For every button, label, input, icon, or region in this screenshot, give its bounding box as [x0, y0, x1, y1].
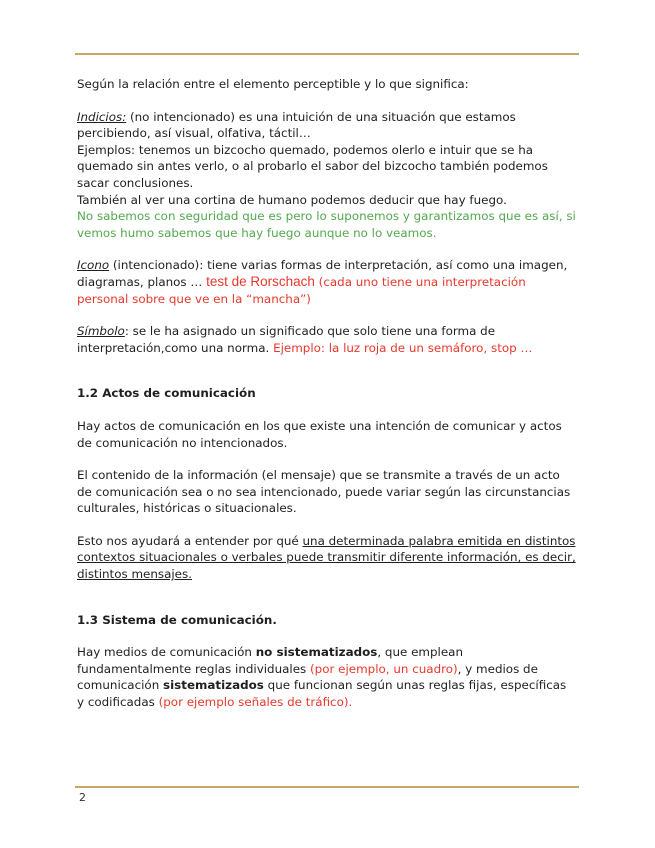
intro-paragraph: Según la relación entre el elemento perceptible y lo que significa: [77, 77, 469, 91]
indicios-paragraph [77, 109, 577, 142]
icono-note: (cada uno tiene una interpretación personal sobre que ve en la “mancha”) [77, 274, 526, 306]
section-1-3-red-1: (por ejemplo, un cuadro) [310, 661, 458, 676]
icono-text: (intencionado): tiene varias formas de interpretación, así como una imagen, diagramas, planos … [77, 258, 568, 289]
section-1-2-p3-start: Esto nos ayudará a entender por qué [77, 533, 303, 548]
section-1-3-bold-2: sistematizados [163, 678, 264, 693]
indicios-text: (no intencionado) es una intuición de una situación que estamos percibiendo, así visual, olfativa, táctil… [77, 109, 516, 141]
simbolo-term: Símbolo [77, 324, 125, 339]
icono-test: test de Rorschach [206, 273, 315, 289]
section-1-2-p2: El contenido de la información (el mensaje) que se transmite a través de un acto de comunicación sea o no sea intencionado, puede variar según las circunstancias culturales, históricas o situacionales. [77, 468, 571, 516]
section-heading-1-3: 1.3 Sistema de comunicación. [77, 612, 277, 627]
indicios-examples: Ejemplos: tenemos un bizcocho quemado, podemos olerlo e intuir que se ha quemado sin antes verlo, o al probarlo el sabor del bizcocho también podemos sacar conclusiones. [77, 142, 548, 190]
section-1-3-red-2: (por ejemplo señales de tráfico). [158, 695, 353, 710]
section-1-3-text-3: , y medios de comunicación [77, 661, 538, 693]
section-1-3-text-2: , que emplean fundamentalmente reglas individuales [77, 645, 463, 676]
section-1-2-p3-underlined: una determinada palabra emitida en distintos contextos situacionales o verbales puede transmitir diferente información, es decir, distintos mensajes. [77, 533, 576, 582]
simbolo-paragraph [77, 323, 577, 356]
icono-paragraph [77, 257, 577, 307]
section-1-3-text-4: que funcionan según unas reglas fijas, específicas y codificadas [77, 678, 567, 710]
icono-term: Icono [77, 258, 110, 273]
simbolo-example: Ejemplo: la luz roja de un semáforo, stop … [273, 340, 533, 355]
section-1-3-text-1: Hay medios de comunicación [77, 645, 256, 660]
simbolo-text: : se le ha asignado un significado que solo tiene una forma de interpretación,como una norma. [77, 324, 496, 355]
indicios-cortina: También al ver una cortina de humano podemos deducir que hay fuego. [77, 192, 507, 207]
page-number: 2 [79, 791, 86, 804]
footer-rule [75, 786, 579, 788]
indicios-note: No sabemos con seguridad que es pero lo suponemos y garantizamos que es así, si vemos humo sabemos que hay fuego aunque no lo veamos. [77, 209, 576, 240]
section-1-3-paragraph [77, 644, 577, 710]
section-1-2-p1: Hay actos de comunicación en los que existe una intención de comunicar y actos de comunicación no intencionados. [77, 418, 562, 450]
indicios-term: Indicios: [77, 109, 127, 124]
section-1-3-bold-1: no sistematizados [255, 645, 378, 660]
section-heading-1-2: 1.2 Actos de comunicación [77, 386, 256, 401]
section-1-2-p3 [77, 533, 577, 583]
header-rule [75, 53, 579, 55]
document-body [77, 76, 577, 711]
